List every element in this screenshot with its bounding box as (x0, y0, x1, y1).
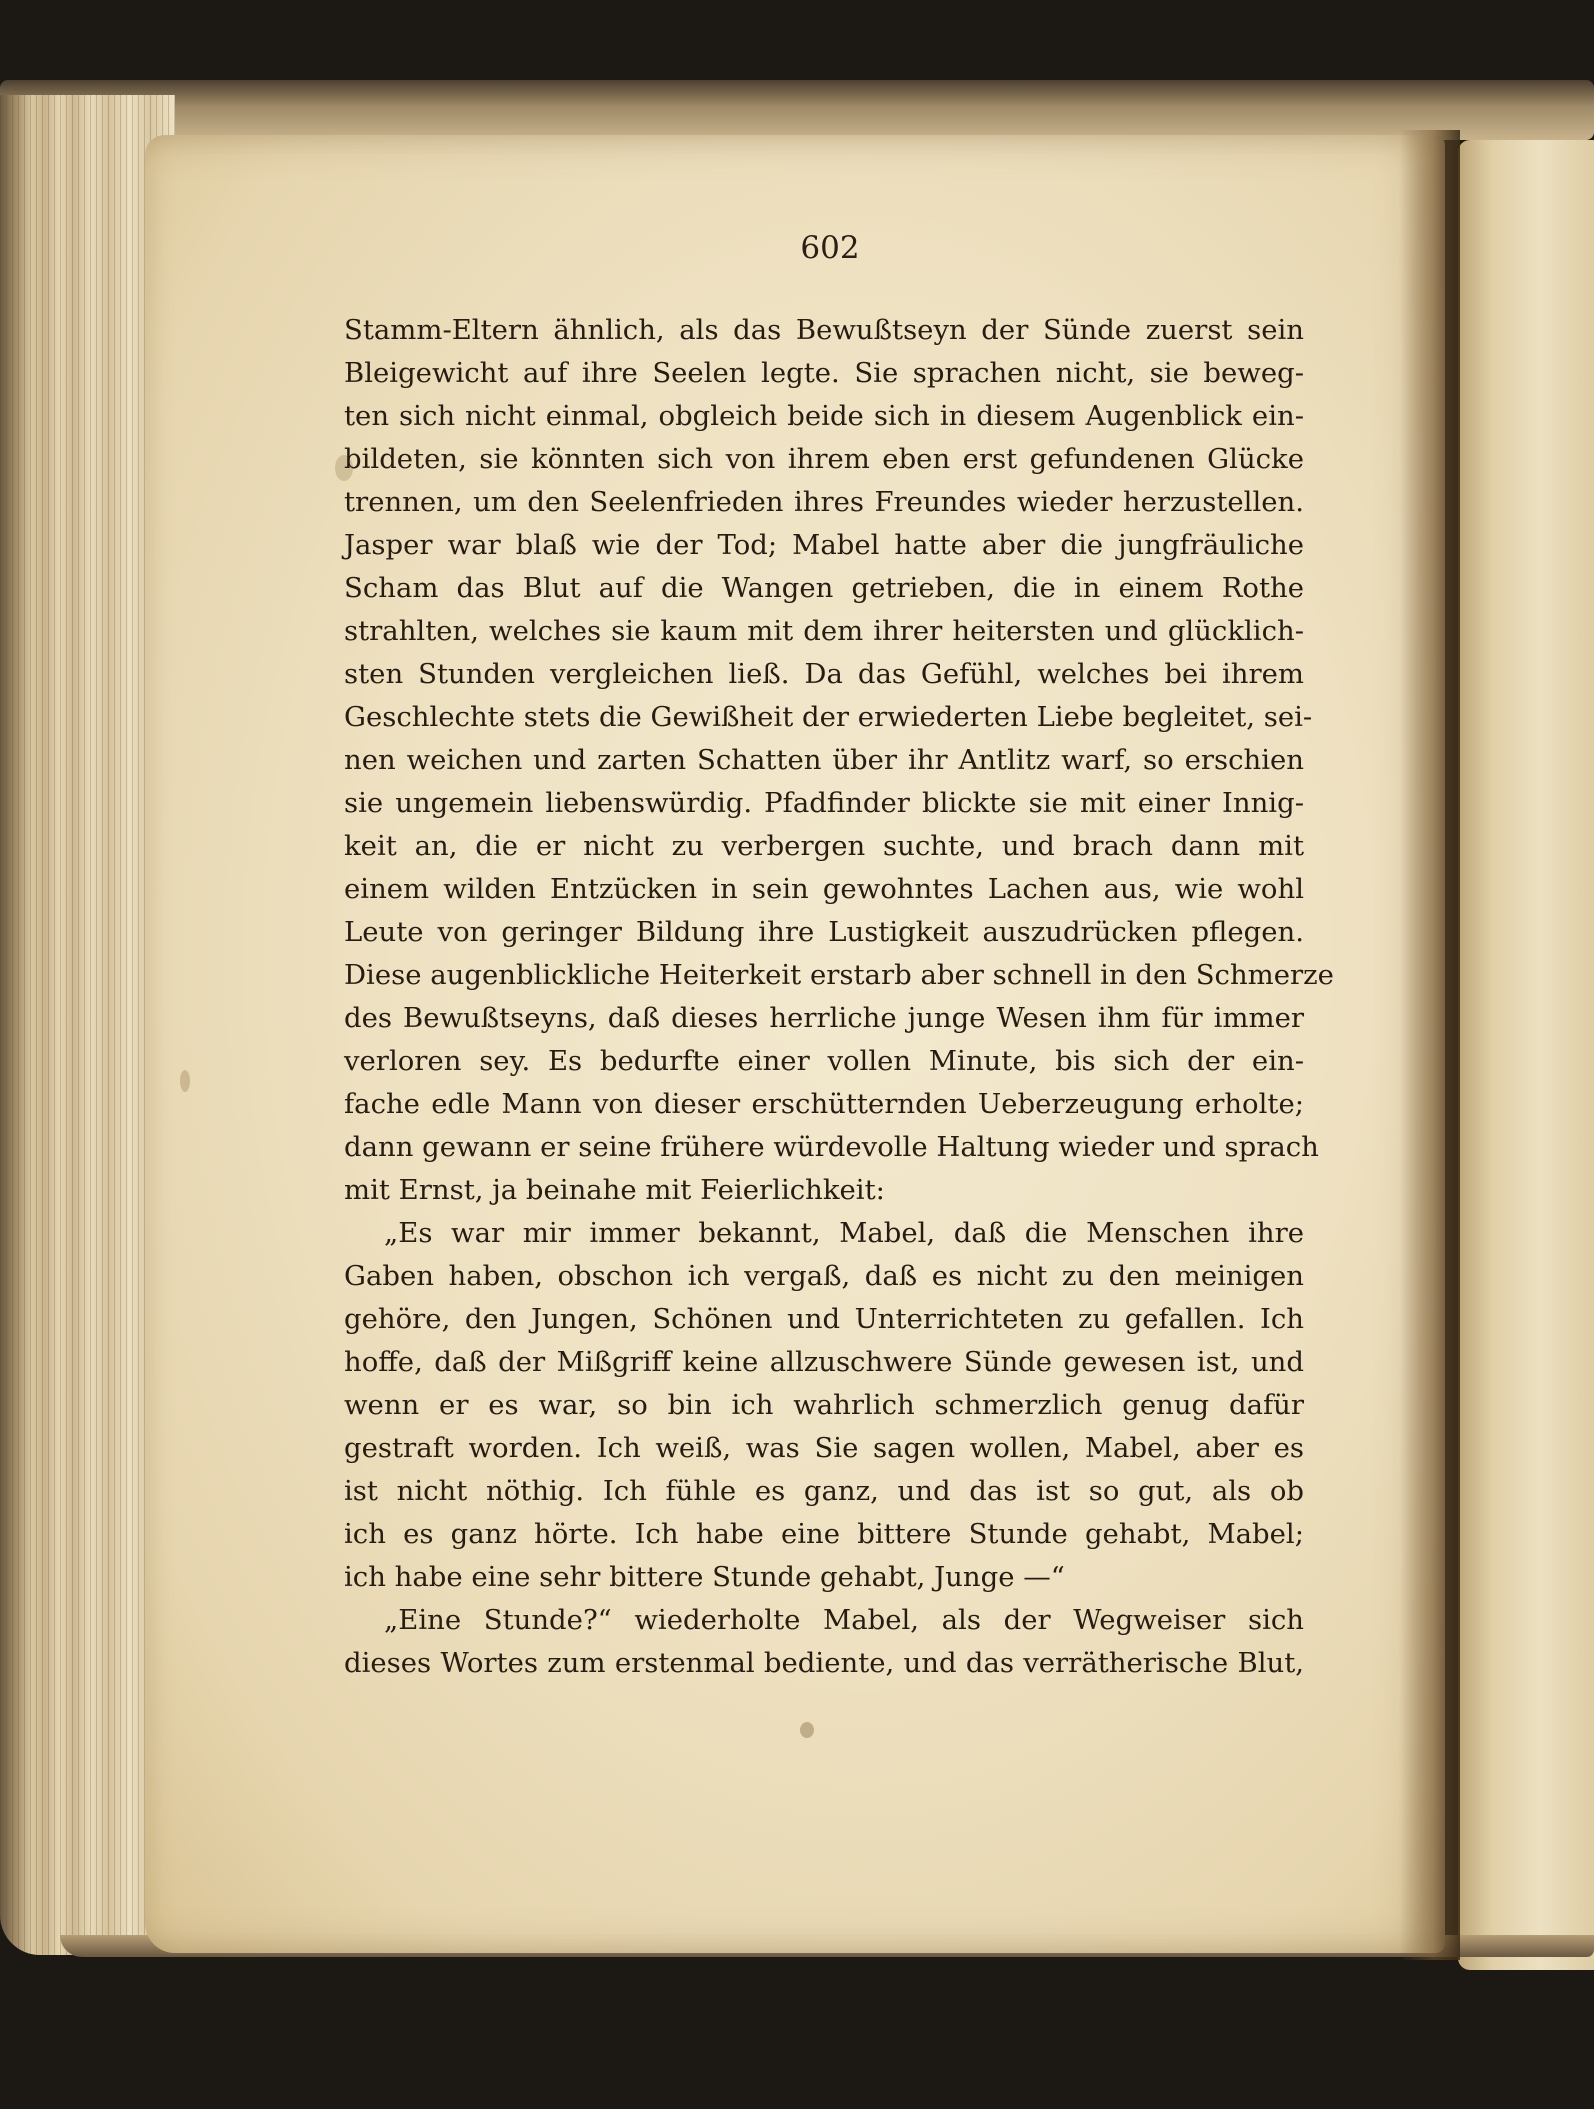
text-line: Geschlechte stets die Gewißheit der erwiederten Liebe begleitet, sei- (344, 701, 1313, 733)
text-line: verloren sey. Es bedurfte einer vollen Minute, bis sich der ein- (344, 1045, 1304, 1077)
text-line: Stamm-Eltern ähnlich, als das Bewußtseyn der Sünde zuerst sein (344, 314, 1304, 346)
text-line: gehöre, den Jungen, Schönen und Unterrichteten zu gefallen. Ich (344, 1303, 1304, 1335)
text-line: ist nicht nöthig. Ich fühle es ganz, und das ist so gut, als ob (344, 1475, 1304, 1507)
text-line: wenn er es war, so bin ich wahrlich schmerzlich genug dafür (344, 1389, 1304, 1421)
text-line: gestraft worden. Ich weiß, was Sie sagen wollen, Mabel, aber es (344, 1432, 1304, 1464)
page-gutter (1400, 130, 1460, 1960)
text-line: des Bewußtseyns, daß dieses herrliche junge Wesen ihm für immer (344, 1002, 1304, 1034)
text-line: hoffe, daß der Mißgriff keine allzuschwere Sünde gewesen ist, und (344, 1346, 1304, 1378)
page-number: 602 (800, 230, 860, 266)
text-line: sie ungemein liebenswürdig. Pfadfinder blickte sie mit einer Innig- (344, 787, 1304, 819)
paper-stain (180, 1070, 190, 1092)
text-line: „Eine Stunde?“ wiederholte Mabel, als der Wegweiser sich (384, 1604, 1304, 1636)
text-line: einem wilden Entzücken in sein gewohntes Lachen aus, wie wohl (344, 873, 1304, 905)
text-line: sten Stunden vergleichen ließ. Da das Gefühl, welches bei ihrem (344, 658, 1304, 690)
text-line: dann gewann er seine frühere würdevolle Haltung wieder und sprach (344, 1131, 1319, 1163)
text-line: trennen, um den Seelenfrieden ihres Freundes wieder herzustellen. (344, 486, 1304, 518)
text-line: Gaben haben, obschon ich vergaß, daß es nicht zu den meinigen (344, 1260, 1304, 1292)
text-line: mit Ernst, ja beinahe mit Feierlichkeit: (344, 1174, 885, 1206)
text-line: ten sich nicht einmal, obgleich beide sich in diesem Augenblick ein- (344, 400, 1304, 432)
text-line: Bleigewicht auf ihre Seelen legte. Sie sprachen nicht, sie beweg- (344, 357, 1304, 389)
text-line: keit an, die er nicht zu verbergen suchte, und brach dann mit (344, 830, 1304, 862)
facing-page-sliver (1458, 140, 1594, 1970)
text-line: Diese augenblickliche Heiterkeit erstarb aber schnell in den Schmerze (344, 959, 1334, 991)
text-line: dieses Wortes zum erstenmal bediente, und das verrätherische Blut, (344, 1647, 1304, 1679)
paper-stain (800, 1722, 814, 1738)
text-line: fache edle Mann von dieser erschütternden Ueberzeugung erholte; (344, 1088, 1304, 1120)
text-line: „Es war mir immer bekannt, Mabel, daß die Menschen ihre (384, 1217, 1304, 1249)
book-top-edge (0, 80, 1594, 140)
text-line: nen weichen und zarten Schatten über ihr Antlitz warf, so erschien (344, 744, 1304, 776)
text-line: bildeten, sie könnten sich von ihrem eben erst gefundenen Glücke (344, 443, 1304, 475)
text-line: strahlten, welches sie kaum mit dem ihrer heitersten und glücklich- (344, 615, 1304, 647)
text-line: ich habe eine sehr bittere Stunde gehabt, Junge —“ (344, 1561, 1065, 1593)
text-line: Jasper war blaß wie der Tod; Mabel hatte aber die jungfräuliche (344, 529, 1304, 561)
text-line: Scham das Blut auf die Wangen getrieben, die in einem Rothe (344, 572, 1304, 604)
text-line: Leute von geringer Bildung ihre Lustigkeit auszudrücken pflegen. (344, 916, 1304, 948)
text-line: ich es ganz hörte. Ich habe eine bittere Stunde gehabt, Mabel; (344, 1518, 1304, 1550)
